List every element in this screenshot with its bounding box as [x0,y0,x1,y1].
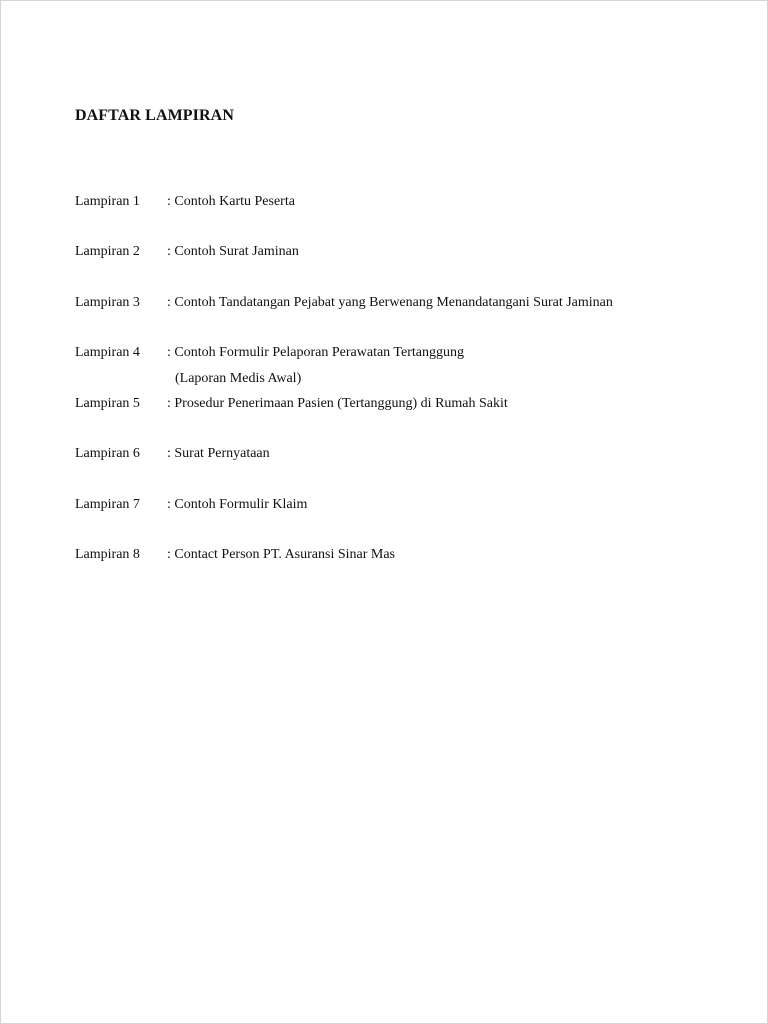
attachment-row-8 [75,546,395,564]
attachment-row-5 [75,395,508,413]
attachment-row-1 [75,193,295,211]
attachment-label: Lampiran 6 [75,446,140,461]
attachment-description-continuation: (Laporan Medis Awal) [175,371,302,386]
attachment-description: : Contoh Surat Jaminan [167,244,299,259]
attachment-label: Lampiran 2 [75,244,140,259]
attachment-label: Lampiran 1 [75,194,140,209]
attachment-row-3 [75,294,613,312]
attachment-label: Lampiran 5 [75,396,140,411]
attachment-description: : Contoh Kartu Peserta [167,194,295,209]
attachment-description: : Contact Person PT. Asuransi Sinar Mas [167,547,396,562]
attachment-label: Lampiran 3 [75,295,140,310]
attachment-row-2 [75,243,299,261]
attachment-description: : Contoh Formulir Pelaporan Perawatan Tertanggung [167,345,464,360]
attachment-label: Lampiran 7 [75,497,140,512]
attachment-description: : Contoh Formulir Klaim [167,497,308,512]
attachment-description: : Surat Pernyataan [167,446,270,461]
attachment-row-7 [75,496,307,514]
attachment-description: : Prosedur Penerimaan Pasien (Tertanggung) di Rumah Sakit [167,396,508,411]
attachment-row-6 [75,445,270,463]
attachment-label: Lampiran 4 [75,345,140,360]
attachment-description: : Contoh Tandatangan Pejabat yang Berwenang Menandatangani Surat Jaminan [167,295,613,310]
attachment-row-4 [75,344,464,362]
attachment-label: Lampiran 8 [75,547,140,562]
page-title: DAFTAR LAMPIRAN [75,107,234,124]
